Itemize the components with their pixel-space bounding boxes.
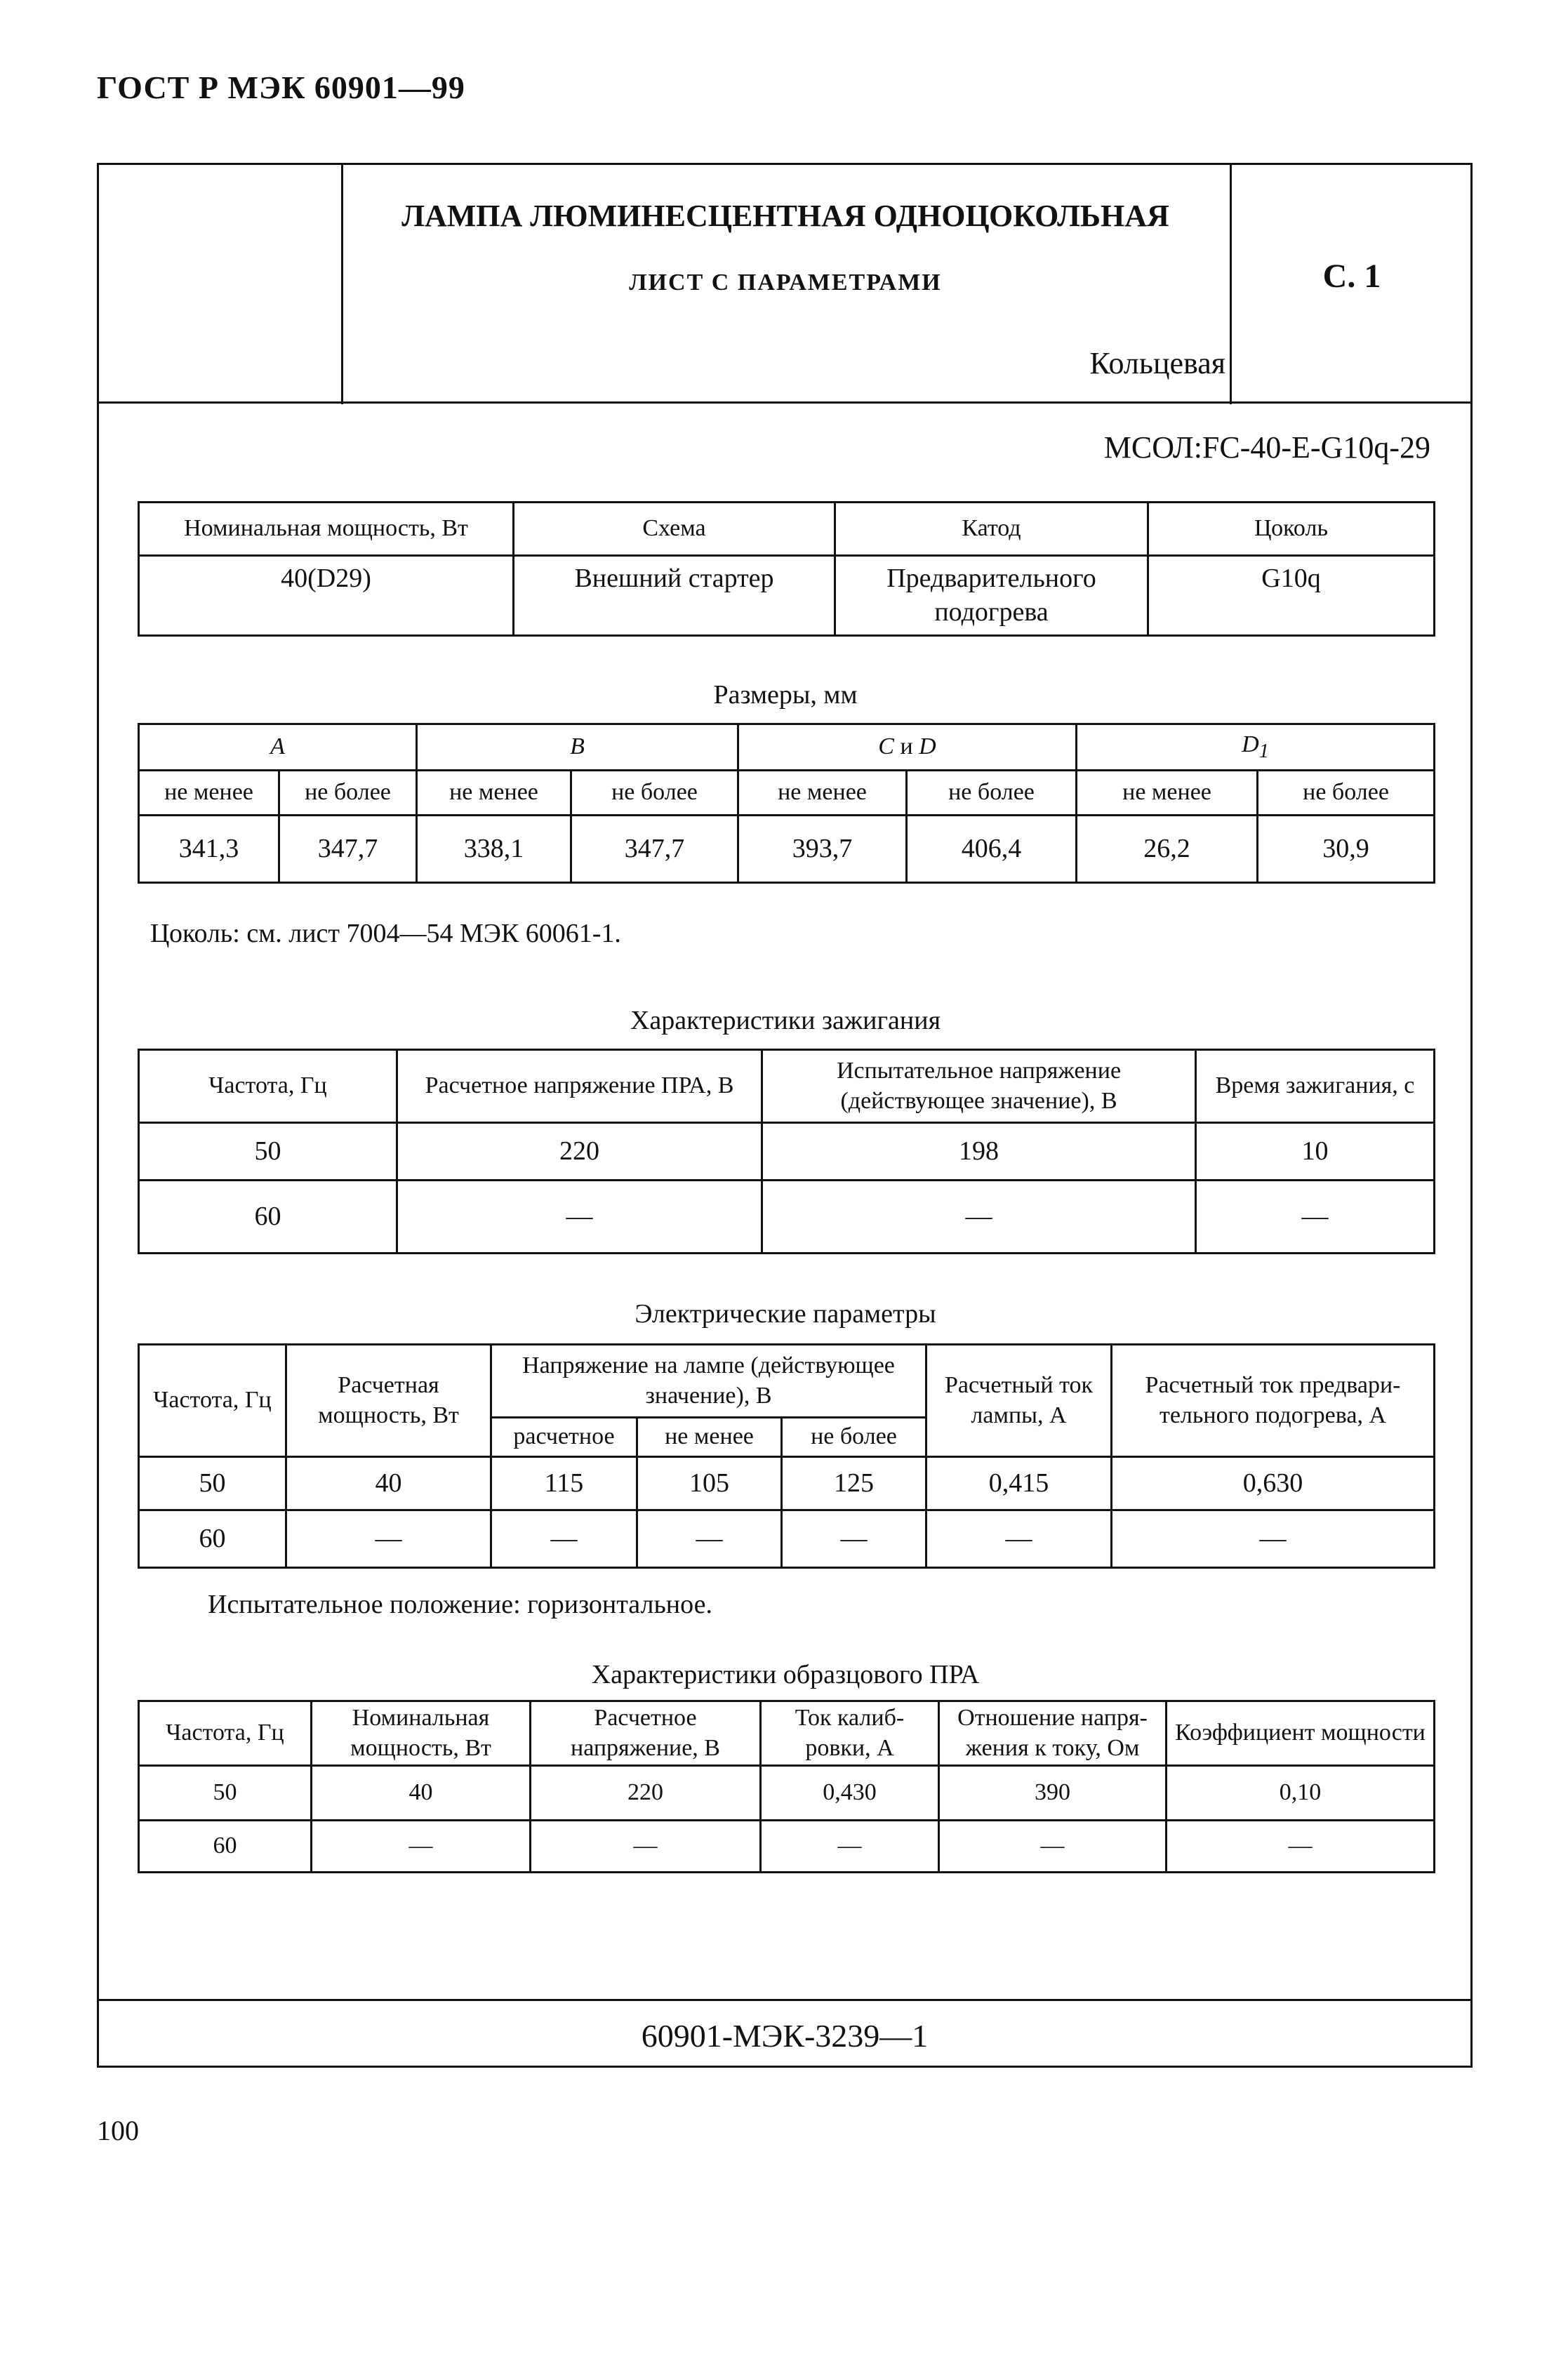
electrical-table (138, 1343, 1435, 1569)
bal-header-freq: Частота, Гц (139, 1701, 312, 1766)
bal-header-ratio: Отношение напря-жения к току, Ом (939, 1701, 1167, 1766)
header-base: Цоколь (1148, 503, 1435, 556)
ign-header-freq: Частота, Гц (139, 1050, 397, 1123)
bal-cell: — (1167, 1821, 1435, 1873)
el-header-voltage: Напряжение на лампе (действующее значение), В (491, 1345, 926, 1418)
header-circuit: Схема (514, 503, 835, 556)
bal-header-voltage: Расчетное напряжение, В (531, 1701, 761, 1766)
el-header-preheat: Расчетный ток предвари-тельного подогрева, А (1112, 1345, 1435, 1457)
ign-cell: 220 (397, 1123, 762, 1181)
ign-cell: — (397, 1181, 762, 1254)
dim-max-label: не более (571, 771, 738, 816)
bal-header-calibration: Ток калиб-ровки, А (761, 1701, 939, 1766)
el-cell: 50 (139, 1457, 286, 1510)
lamp-table (138, 501, 1435, 637)
el-header-current: Расчетный ток лампы, А (926, 1345, 1112, 1457)
header-power: Номинальная мощность, Вт (139, 503, 514, 556)
dim-group-b (417, 724, 738, 771)
cell-circuit: Внешний стартер (514, 556, 835, 636)
title-divider-right (1230, 163, 1232, 404)
ignition-title: Характеристики зажигания (630, 1006, 941, 1035)
el-header-min: не менее (637, 1418, 782, 1457)
bal-header-power: Номинальная мощность, Вт (312, 1701, 531, 1766)
el-cell: 0,415 (926, 1457, 1112, 1510)
el-header-max: не более (782, 1418, 926, 1457)
dim-min-label: не менее (417, 771, 571, 816)
dim-max-label: не более (907, 771, 1077, 816)
dimensions-table (138, 723, 1435, 884)
dim-min-label: не менее (1077, 771, 1258, 816)
ign-cell: 10 (1196, 1123, 1435, 1181)
dim-group-a (139, 724, 417, 771)
el-cell: 105 (637, 1457, 782, 1510)
cell-base: G10q (1148, 556, 1435, 636)
bal-cell: — (939, 1821, 1167, 1873)
dim-group-a-label: A (270, 733, 285, 760)
subscript: 1 (1258, 740, 1269, 763)
el-header-freq: Частота, Гц (139, 1345, 286, 1457)
dim-value: 30,9 (1258, 816, 1435, 883)
dim-min-label: не менее (738, 771, 907, 816)
sheet-title: ЛАМПА ЛЮМИНЕСЦЕНТНАЯ ОДНОЦОКОЛЬНАЯ (401, 199, 1169, 233)
dim-min-label: не менее (139, 771, 279, 816)
page-label: С. 1 (1322, 258, 1381, 295)
bal-cell: — (531, 1821, 761, 1873)
bal-cell: 390 (939, 1766, 1167, 1821)
header-cathode: Катод (835, 503, 1148, 556)
cell-power: 40(D29) (139, 556, 514, 636)
el-cell: 0,630 (1112, 1457, 1435, 1510)
ign-cell: — (1196, 1181, 1435, 1254)
el-cell: — (286, 1510, 491, 1568)
el-cell: 125 (782, 1457, 926, 1510)
bal-cell: — (761, 1821, 939, 1873)
bal-cell: 60 (139, 1821, 312, 1873)
dim-value: 347,7 (571, 816, 738, 883)
title-block-bottom (97, 401, 1473, 404)
el-cell: — (491, 1510, 637, 1568)
ign-cell: 60 (139, 1181, 397, 1254)
ballast-table (138, 1700, 1435, 1873)
ign-header-ballast-voltage: Расчетное напряжение ПРА, В (397, 1050, 762, 1123)
lamp-designation: МСОЛ:FC-40-E-G10q-29 (1103, 430, 1430, 465)
electrical-title: Электрические параметры (634, 1299, 936, 1329)
el-cell: — (782, 1510, 926, 1568)
dim-letter: D (919, 733, 936, 760)
el-cell: — (926, 1510, 1112, 1568)
bal-cell: 0,430 (761, 1766, 939, 1821)
dim-group-cd (738, 724, 1077, 771)
bal-cell: 40 (312, 1766, 531, 1821)
dim-value: 341,3 (139, 816, 279, 883)
ballast-title: Характеристики образцового ПРА (591, 1660, 980, 1689)
cell-cathode: Предварительного подогрева (835, 556, 1148, 636)
test-position-note: Испытательное положение: горизонтальное. (208, 1590, 712, 1619)
el-header-power: Расчетная мощность, Вт (286, 1345, 491, 1457)
dim-value: 338,1 (417, 816, 571, 883)
dim-conj: и (893, 733, 919, 760)
dim-value: 393,7 (738, 816, 907, 883)
el-header-rated: расчетное (491, 1418, 637, 1457)
standard-header: ГОСТ Р МЭК 60901—99 (97, 69, 465, 105)
base-note: Цоколь: см. лист 7004—54 МЭК 60061-1. (150, 919, 621, 948)
bal-cell: — (312, 1821, 531, 1873)
ign-header-time: Время зажигания, с (1196, 1050, 1435, 1123)
sheet-code: 60901-МЭК-3239—1 (641, 2018, 929, 2054)
ign-cell: — (762, 1181, 1196, 1254)
el-cell: — (1112, 1510, 1435, 1568)
dim-max-label: не более (279, 771, 417, 816)
page-number: 100 (97, 2115, 139, 2146)
ignition-table (138, 1049, 1435, 1254)
el-cell: 60 (139, 1510, 286, 1568)
sheet-subtitle: ЛИСТ С ПАРАМЕТРАМИ (629, 270, 942, 295)
el-cell: — (637, 1510, 782, 1568)
dim-max-label: не более (1258, 771, 1435, 816)
dim-group-d1-label: $D_1$ (1242, 731, 1269, 763)
lamp-shape: Кольцевая (1089, 346, 1225, 380)
el-cell: 115 (491, 1457, 637, 1510)
bal-cell: 50 (139, 1766, 312, 1821)
bal-header-power-factor: Коэффициент мощности (1167, 1701, 1435, 1766)
dim-value: 26,2 (1077, 816, 1258, 883)
el-cell: 40 (286, 1457, 491, 1510)
ign-cell: 50 (139, 1123, 397, 1181)
ign-header-test-voltage: Испытательное напряжение (действующее значение), В (762, 1050, 1196, 1123)
dim-letter: C (878, 733, 894, 760)
dim-group-b-label: B (570, 733, 585, 760)
footer-separator (97, 1999, 1473, 2001)
dim-group-cd-label (878, 733, 936, 759)
dimensions-title: Размеры, мм (713, 680, 858, 710)
ign-cell: 198 (762, 1123, 1196, 1181)
dim-group-d1 (1077, 724, 1435, 771)
bal-cell: 220 (531, 1766, 761, 1821)
dim-value: 347,7 (279, 816, 417, 883)
dim-value: 406,4 (907, 816, 1077, 883)
bal-cell: 0,10 (1167, 1766, 1435, 1821)
